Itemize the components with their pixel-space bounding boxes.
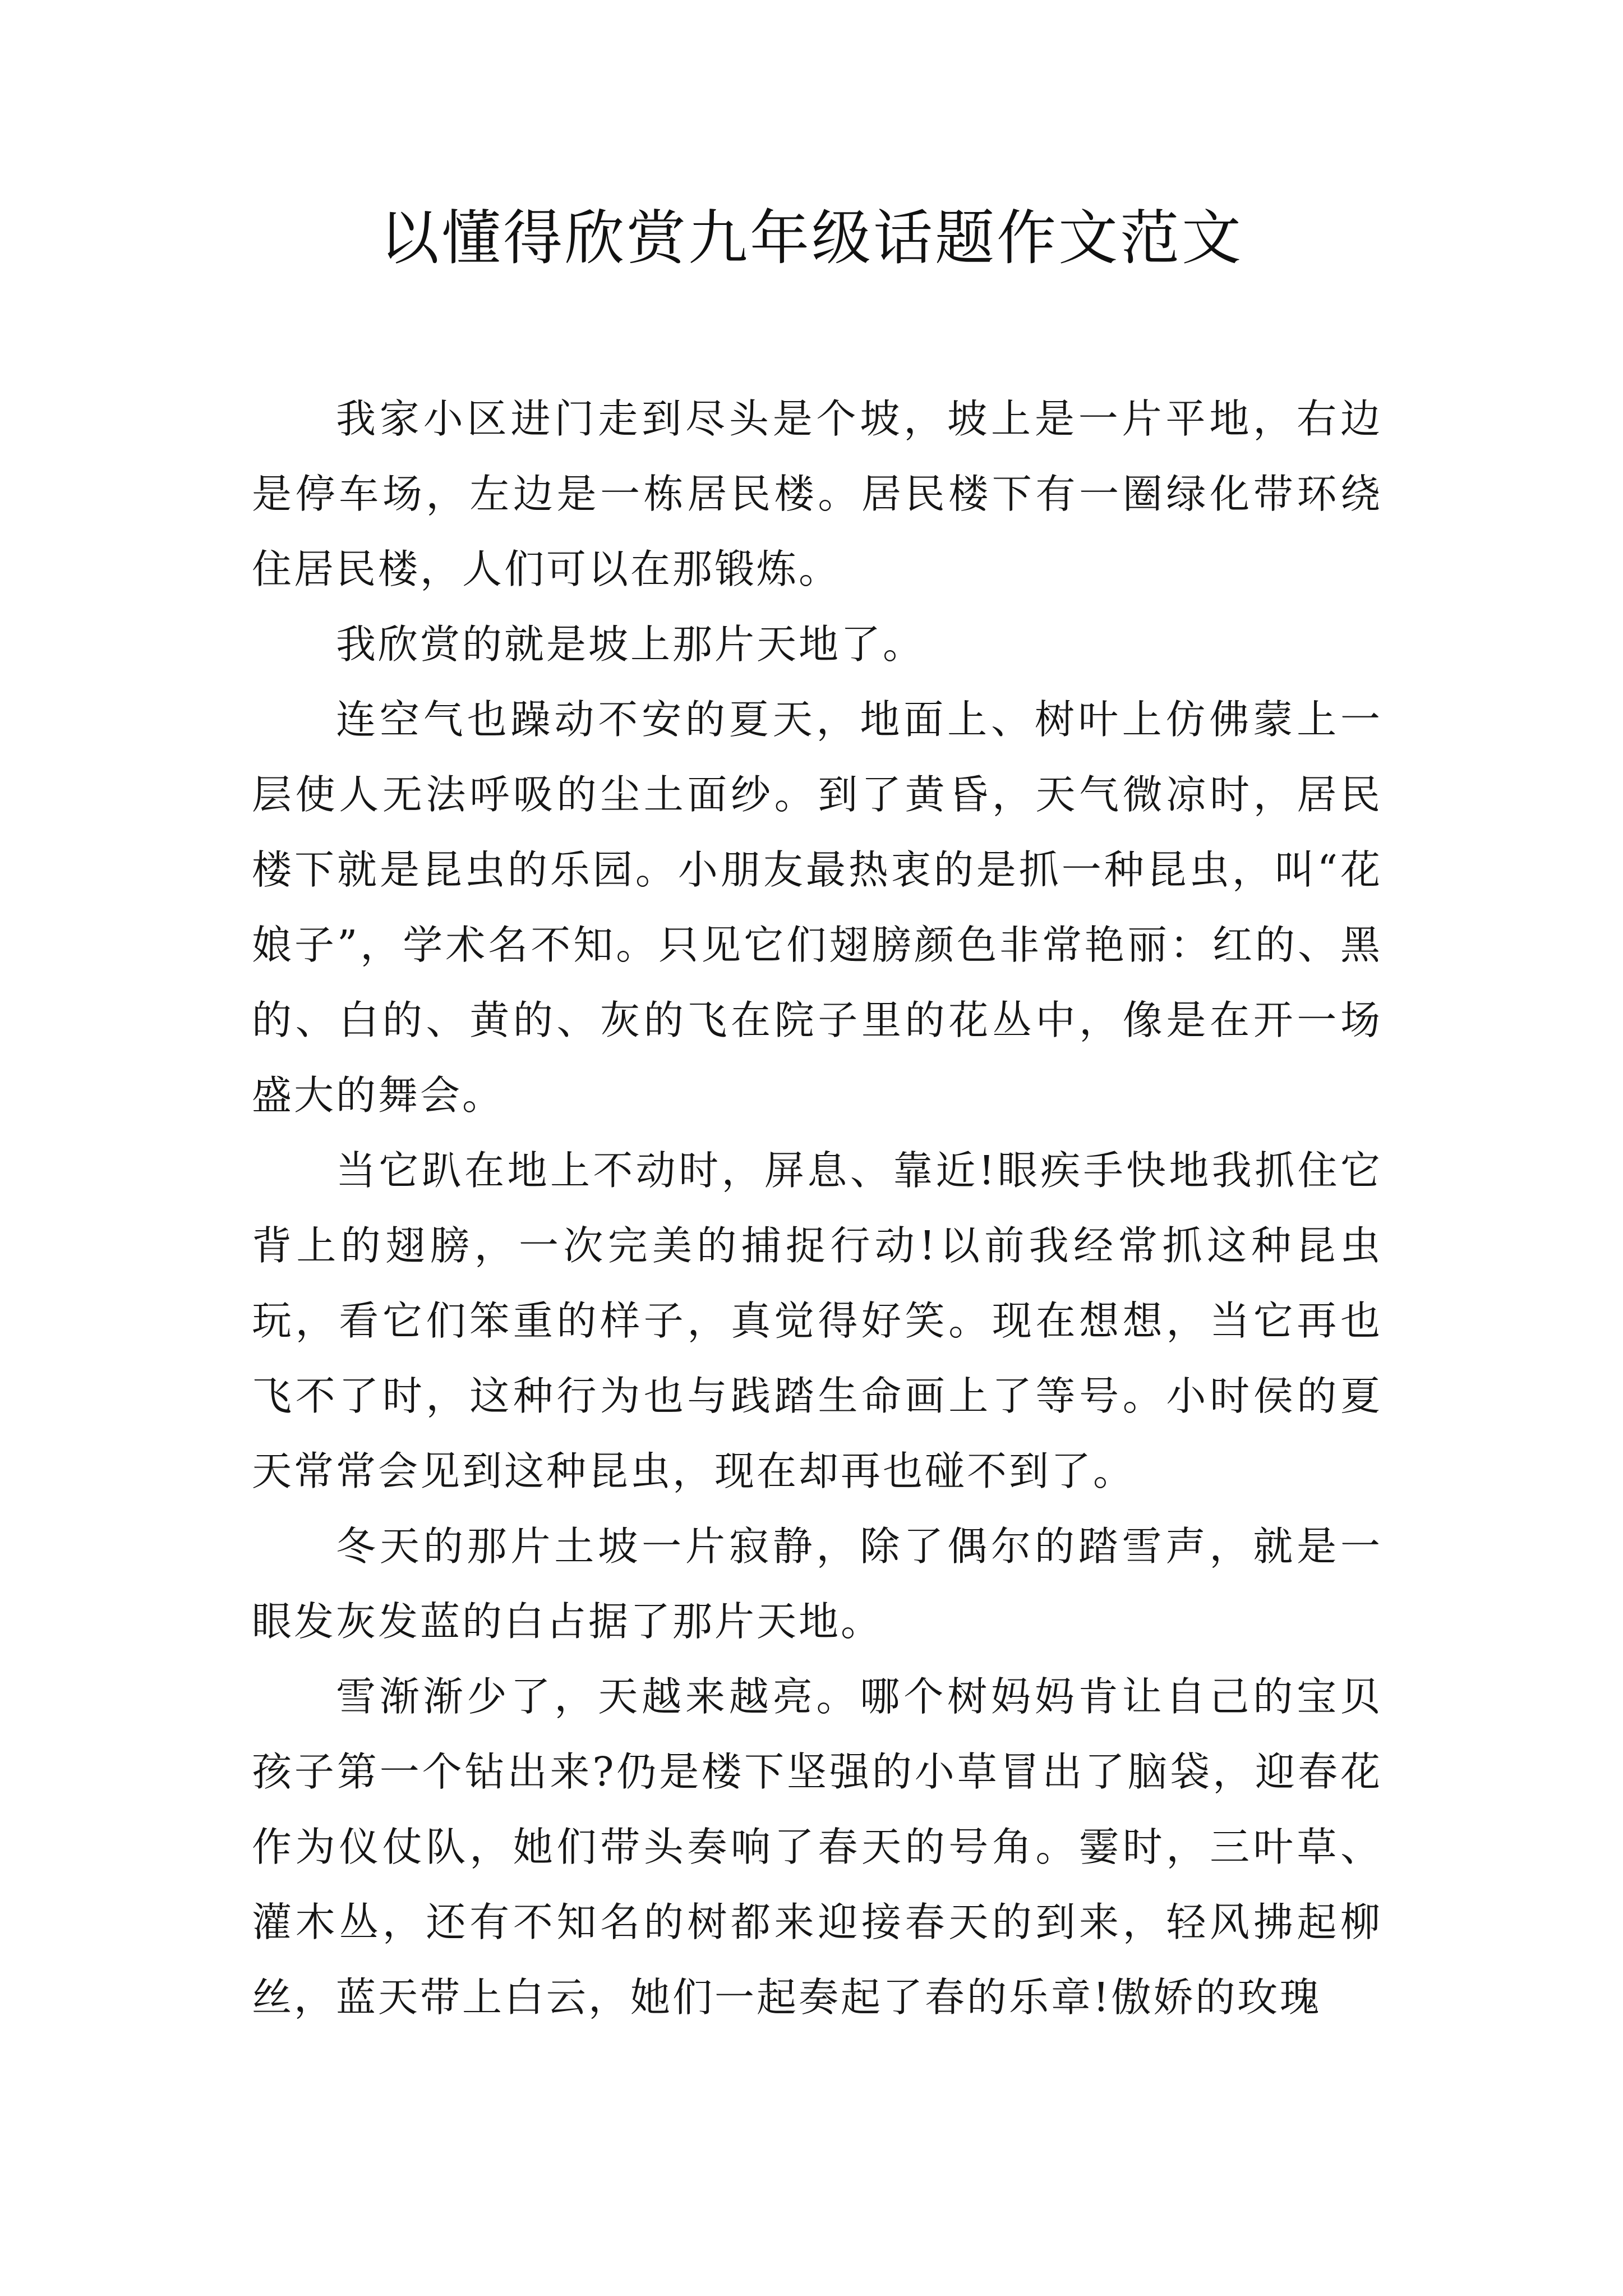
paragraph: 冬天的那片土坡一片寂静，除了偶尔的踏雪声，就是一眼发灰发蓝的白占据了那片天地。: [252, 1523, 1382, 1645]
paragraph: 我欣赏的就是坡上那片天地了。: [336, 621, 925, 668]
document-body: [252, 381, 1382, 2035]
paragraph: 当它趴在地上不动时，屏息、靠近!眼疾手快地我抓住它背上的翅膀，一次完美的捕捉行动!以前我经常抓这种昆虫玩，看它们笨重的样子，真觉得好笑。现在想想，当它再也飞不了时，这种行为也与践踏生命画上了等号。小时侯的夏天常常会见到这种昆虫，现在却再也碰不到了。: [252, 1147, 1382, 1494]
paragraph: 雪渐渐少了，天越来越亮。哪个树妈妈肯让自己的宝贝孩子第一个钻出来?仍是楼下坚强的小草冒出了脑袋，迎春花作为仪仗队，她们带头奏响了春天的号角。霎时，三叶草、灌木丛，还有不知名的树都来迎接春天的到来，轻风拂起柳丝，蓝天带上白云，她们一起奏起了春的乐章!傲娇的玫瑰: [252, 1673, 1382, 2021]
document-title: 以懂得欣赏九年级话题作文范文: [380, 204, 1243, 273]
paragraph: 连空气也躁动不安的夏天，地面上、树叶上仿佛蒙上一层使人无法呼吸的尘土面纱。到了黄昏，天气微凉时，居民楼下就是昆虫的乐园。小朋友最热衷的是抓一种昆虫，叫“花娘子”，学术名不知。只见它们翅膀颜色非常艳丽：红的、黑的、白的、黄的、灰的飞在院子里的花丛中，像是在开一场盛大的舞会。: [252, 696, 1382, 1119]
paragraph: 我家小区进门走到尽头是个坡，坡上是一片平地，右边是停车场，左边是一栋居民楼。居民楼下有一圈绿化带环绕住居民楼，人们可以在那锻炼。: [252, 395, 1382, 592]
